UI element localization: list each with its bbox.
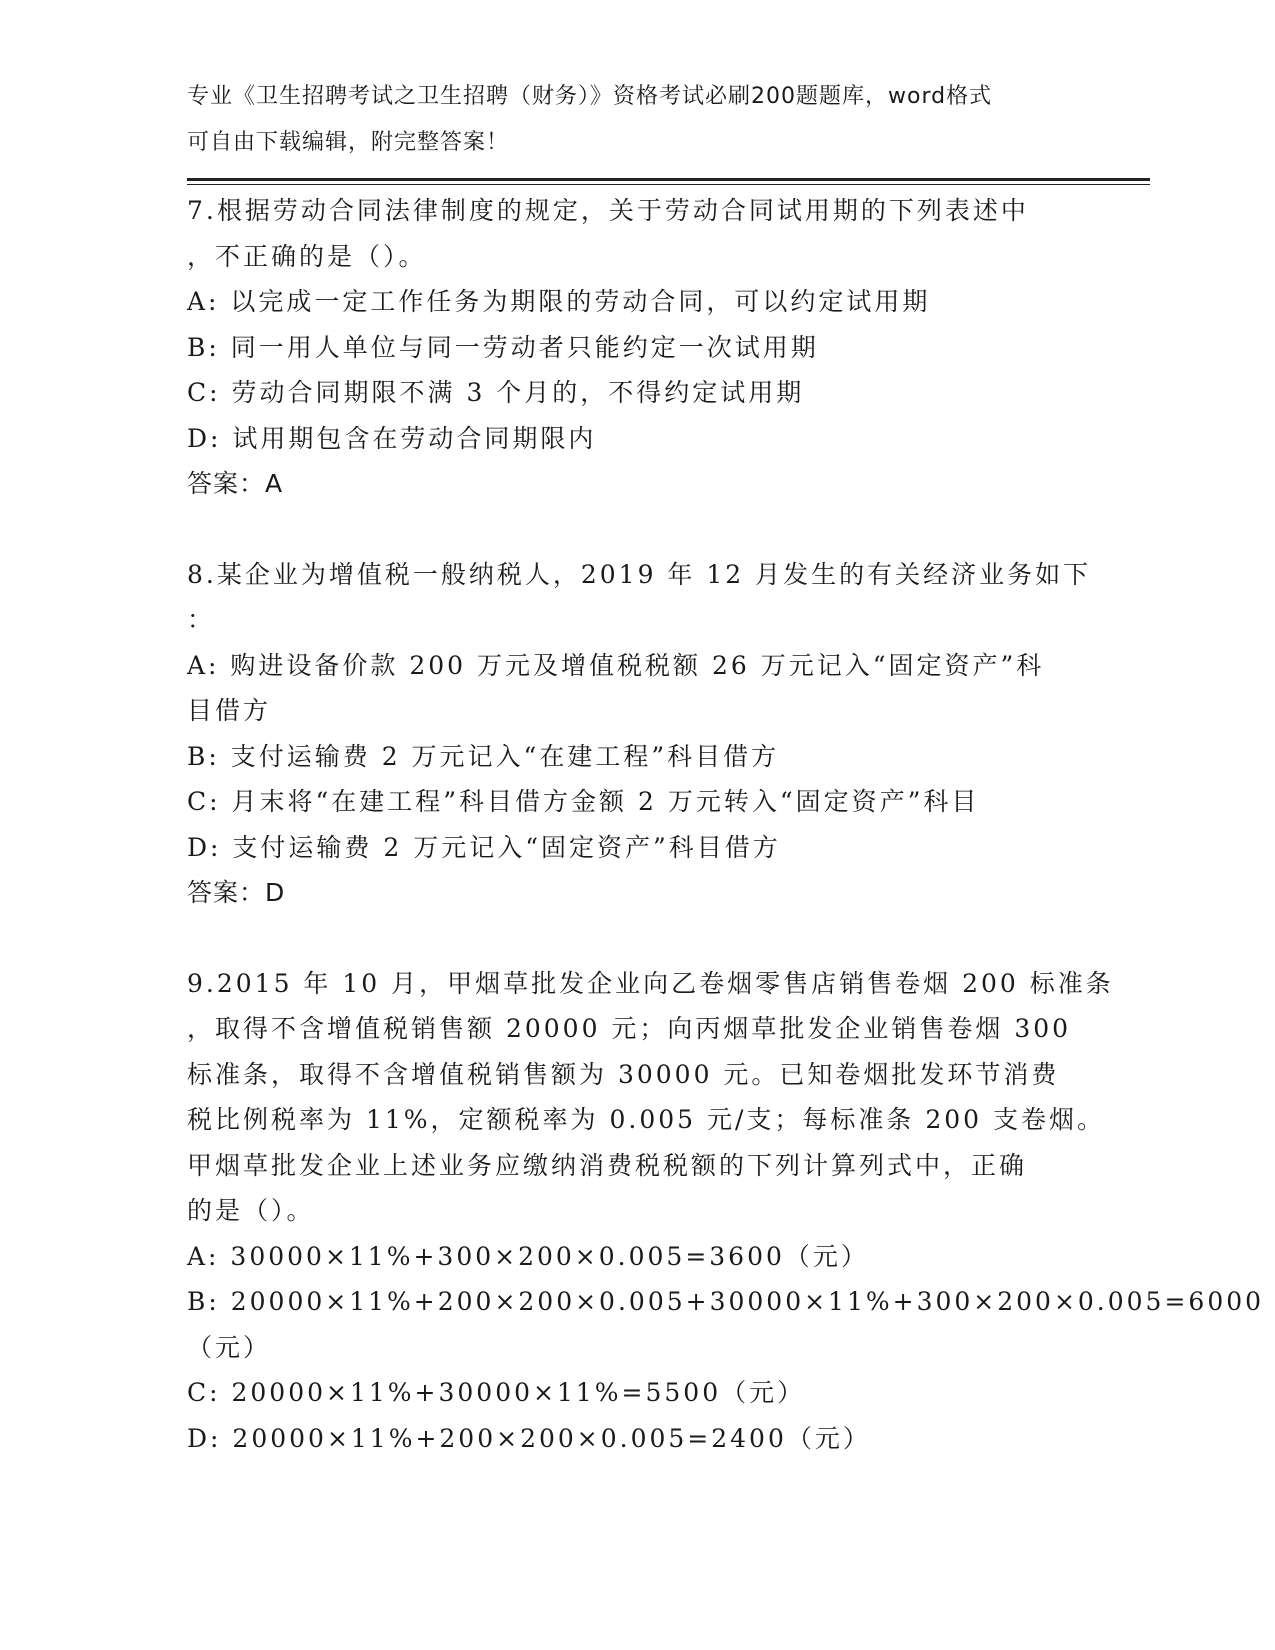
question-stem-line: ，不正确的是（）。: [187, 241, 427, 271]
question-stem-line: 8.某企业为增值税一般纳税人，2019 年 12 月发生的有关经济业务如下: [187, 559, 1092, 589]
option-c: C: 劳动合同期限不满 3 个月的，不得约定试用期: [187, 378, 805, 407]
option-c: C: 20000×11%+30000×11%=5500（元）: [187, 1378, 806, 1407]
question-stem-line: 9.2015 年 10 月，甲烟草批发企业向乙卷烟零售店销售卷烟 200 标准条: [187, 968, 1114, 998]
option-b-continued: （元）: [187, 1332, 272, 1362]
answer-label: 答案：D: [187, 878, 286, 907]
option-d: D: 支付运输费 2 万元记入“固定资产”科目借方: [187, 832, 781, 862]
question-stem-line: 税比例税率为 11%，定额税率为 0.005 元/支；每标准条 200 支卷烟。: [187, 1105, 1106, 1134]
question-8: [187, 552, 1187, 916]
option-b: B: 同一用人单位与同一劳动者只能约定一次试用期: [187, 332, 819, 362]
question-stem-line: 甲烟草批发企业上述业务应缴纳消费税税额的下列计算列式中，正确: [187, 1150, 1028, 1180]
option-a: A: 30000×11%+300×200×0.005=3600（元）: [187, 1241, 869, 1271]
option-d: D: 试用期包含在劳动合同期限内: [187, 423, 597, 453]
option-d: D: 20000×11%+200×200×0.005=2400（元）: [187, 1423, 871, 1453]
header-rule-thick: [187, 178, 1150, 181]
option-a: A: 以完成一定工作任务为期限的劳动合同，可以约定试用期: [187, 287, 931, 316]
document-header: [187, 74, 1087, 165]
question-spacer: [187, 916, 1187, 961]
option-b: B: 20000×11%+200×200×0.005+30000×11%+300×200×0.005=6000: [187, 1287, 1265, 1316]
question-stem-line: 的是（）。: [187, 1196, 315, 1225]
header-rule-thin: [187, 184, 1150, 185]
question-stem-line: ，取得不含增值税销售额 20000 元；向丙烟草批发企业销售卷烟 300: [187, 1014, 1072, 1043]
header-line-1: 专业《卫生招聘考试之卫生招聘（财务）》资格考试必刷200题题库，word格式: [187, 84, 993, 109]
option-c: C: 月末将“在建工程”科目借方金额 2 万元转入“固定资产”科目: [187, 787, 980, 816]
header-line-2: 可自由下载编辑，附完整答案！: [187, 129, 510, 155]
answer-label: 答案：A: [187, 469, 284, 498]
option-a: A: 购进设备价款 200 万元及增值税税额 26 万元记入“固定资产”科: [187, 650, 1045, 680]
question-7: [187, 188, 1187, 507]
question-spacer: [187, 507, 1187, 552]
question-stem-line: 7.根据劳动合同法律制度的规定，关于劳动合同试用期的下列表述中: [187, 196, 1029, 225]
question-list: [187, 188, 1265, 1461]
option-b: B: 支付运输费 2 万元记入“在建工程”科目借方: [187, 741, 780, 771]
option-a-continued: 目借方: [187, 696, 272, 725]
question-stem-line: ：: [187, 605, 216, 634]
question-9: [187, 961, 1265, 1462]
question-stem-line: 标准条，取得不含增值税销售额为 30000 元。已知卷烟批发环节消费: [187, 1059, 1060, 1089]
